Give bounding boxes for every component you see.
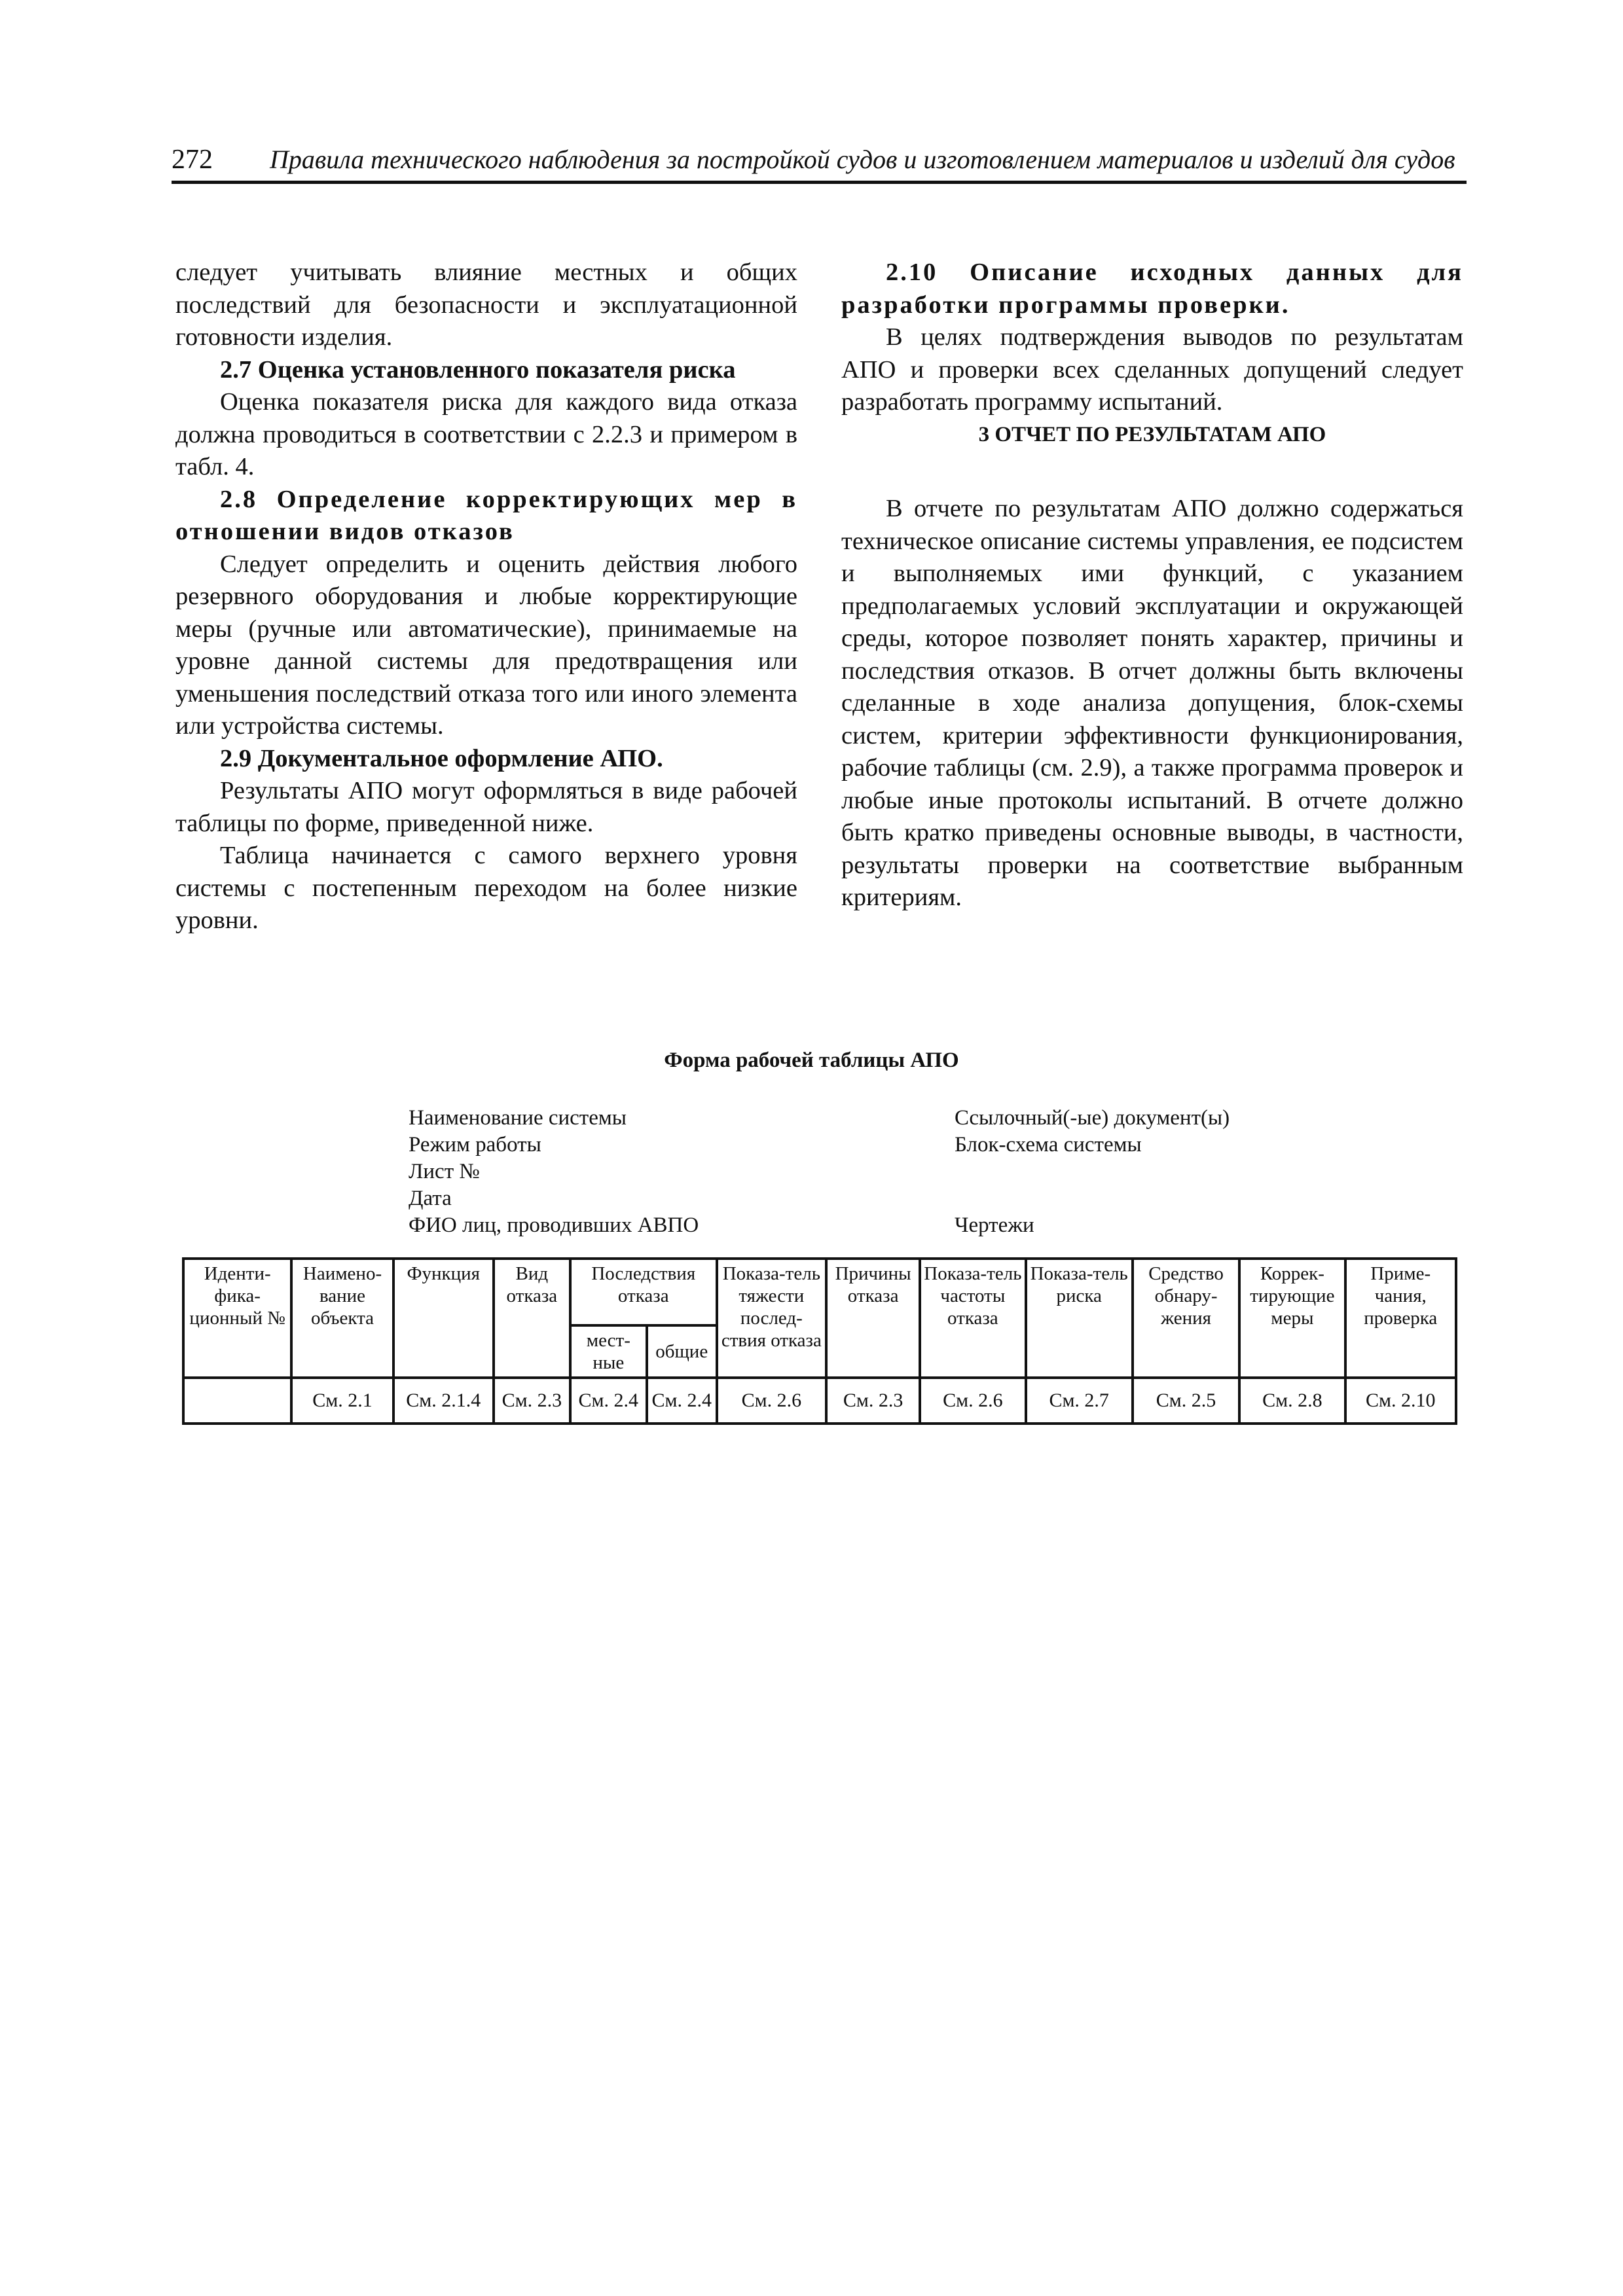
col-header-risk: Показа-тель риска — [1026, 1259, 1133, 1378]
section-2-7-text: Оценка показателя риска для каждого вида отказа должна проводиться в соответствии с 2.2.3 и примером в табл. 4. — [175, 388, 797, 480]
col-header-id: Иденти-фика-ционный № — [183, 1259, 291, 1378]
meta-system-name: Наименование системы — [409, 1106, 627, 1130]
left-column — [175, 257, 797, 937]
ref-cell: См. 2.8 — [1239, 1378, 1345, 1424]
paragraph-continuation: следует учитывать влияние местных и общих последствий для безопасности и эксплуатационной готовности изделия. — [175, 259, 797, 351]
ref-cell: См. 2.4 — [647, 1378, 717, 1424]
form-title: Форма рабочей таблицы АПО — [664, 1049, 959, 1072]
meta-date: Дата — [409, 1187, 452, 1210]
page-number: 272 — [172, 145, 213, 175]
col-header-local: мест-ные — [570, 1325, 647, 1378]
page-header — [172, 139, 1467, 184]
col-header-name: Наимено-вание объекта — [291, 1259, 393, 1378]
col-header-corrective: Коррек-тирующие меры — [1239, 1259, 1345, 1378]
col-header-function: Функция — [393, 1259, 494, 1378]
ref-cell: См. 2.3 — [494, 1378, 570, 1424]
ref-cell: См. 2.6 — [920, 1378, 1025, 1424]
table-header-row — [183, 1259, 1456, 1325]
meta-block-diagram: Блок-схема системы — [955, 1133, 1142, 1157]
chapter-3-text: В отчете по результатам АПО должно содержаться техническое описание системы управления, ее подсистем и выполняемых ими функций, с указанием предполагаемых условий эксплуатации и окружающей среды, которое позволяет понять характер, причины и последствия отказов. В отчет должны быть включены сделанные в ходе анализа допущения, блок-схемы систем, критерии эффективности функционирования, рабочие таблицы (см. 2.9), а также программа проверок и любые иные протоколы испытаний. В отчете должно быть кратко приведены основные выводы, в частности, результаты проверки на соответствие выбранным критериям. — [841, 495, 1463, 911]
chapter-3-title: 3 ОТЧЕТ ПО РЕЗУЛЬТАТАМ АПО — [978, 422, 1326, 446]
ref-cell: См. 2.3 — [826, 1378, 920, 1424]
ref-cell: См. 2.4 — [570, 1378, 647, 1424]
section-2-10-text: В целях подтверждения выводов по результатам АПО и проверки всех сделанных допущений следует разработать программу испытаний. — [841, 323, 1463, 416]
col-header-consequences: Последствия отказа — [570, 1259, 717, 1325]
table-row — [183, 1378, 1456, 1424]
section-2-7-heading: 2.7 Оценка установленного показателя риска — [220, 355, 736, 384]
ref-cell: См. 2.7 — [1026, 1378, 1133, 1424]
meta-sheet-number: Лист № — [409, 1160, 480, 1183]
form-meta-right — [955, 1105, 1230, 1239]
col-header-failure-mode: Вид отказа — [494, 1259, 570, 1378]
section-2-9-text-2: Таблица начинается с самого верхнего уровня системы с постепенным переходом на более низкие уровни. — [175, 842, 797, 934]
ref-cell: См. 2.6 — [717, 1378, 826, 1424]
meta-operating-mode: Режим работы — [409, 1133, 541, 1157]
section-2-9-text-1: Результаты АПО могут оформляться в виде рабочей таблицы по форме, приведенной ниже. — [175, 777, 797, 837]
ref-cell: См. 2.1 — [291, 1378, 393, 1424]
ref-cell: См. 2.5 — [1133, 1378, 1239, 1424]
apo-worksheet-table — [182, 1257, 1457, 1425]
meta-reference-docs: Ссылочный(-ые) документ(ы) — [955, 1106, 1230, 1130]
ref-cell: См. 2.1.4 — [393, 1378, 494, 1424]
form-meta-left — [409, 1105, 699, 1239]
section-2-10-heading: 2.10 Описание исходных данных для разработки программы проверки. — [841, 259, 1463, 319]
col-header-general: общие — [647, 1325, 717, 1378]
col-header-causes: Причины отказа — [826, 1259, 920, 1378]
right-column — [841, 257, 1463, 914]
col-header-notes: Приме-чания, проверка — [1345, 1259, 1456, 1378]
col-header-severity: Показа-тель тяжести послед-ствия отказа — [717, 1259, 826, 1378]
section-2-9-heading: 2.9 Документальное оформление АПО. — [220, 744, 663, 772]
ref-cell — [183, 1378, 291, 1424]
col-header-detection: Средство обнару-жения — [1133, 1259, 1239, 1378]
section-2-8-text: Следует определить и оценить действия любого резервного оборудования и любые корректирующие меры (ручные или автоматические), принимаемые на уровне данной системы для предотвращения или уменьшения последствий отказа того или иного элемента или устройства системы. — [175, 550, 797, 740]
section-2-8-heading: 2.8 Определение корректирующих мер в отношении видов отказов — [175, 485, 797, 545]
running-title: Правила технического наблюдения за постройкой судов и изготовлением материалов и изделий для судов — [270, 145, 1455, 174]
ref-cell: См. 2.10 — [1345, 1378, 1456, 1424]
meta-analysts: ФИО лиц, проводивших АВПО — [409, 1213, 699, 1237]
meta-drawings: Чертежи — [955, 1213, 1034, 1237]
col-header-frequency: Показа-тель частоты отказа — [920, 1259, 1025, 1378]
